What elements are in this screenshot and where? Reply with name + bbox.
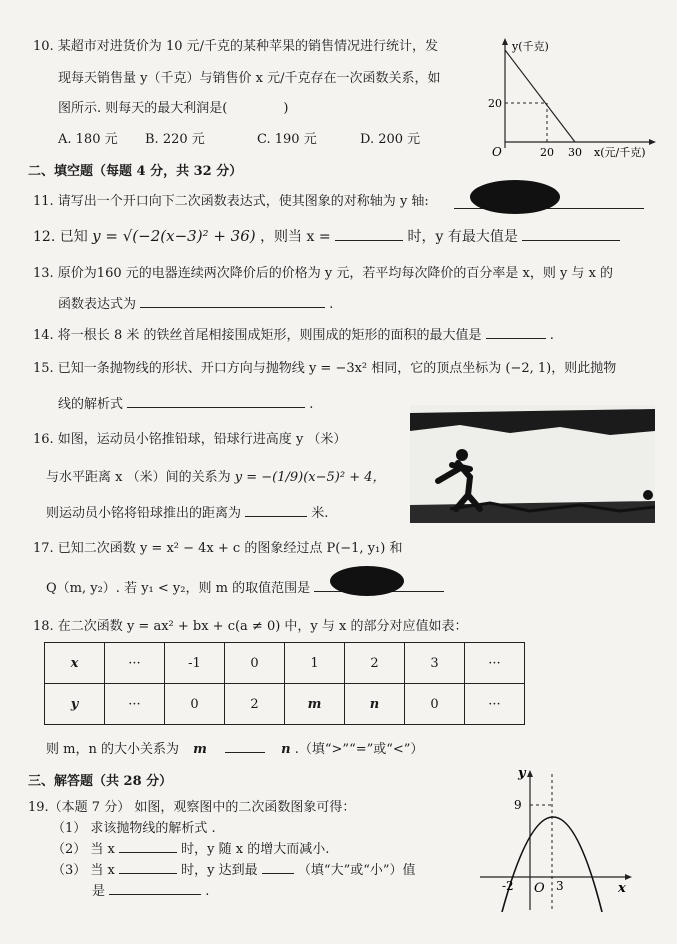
q13-line2 — [58, 293, 333, 312]
table-cell: -1 — [165, 643, 225, 684]
q18-n: n — [281, 742, 291, 757]
q10-line2: 现每天销售量 y（千克）与销售价 x 元/千克存在一次函数关系，如 — [58, 71, 441, 86]
q18-title: 18. 在二次函数 y = ax² + bx + c(a ≠ 0) 中，y 与 x 的部分对应值如表： — [33, 619, 468, 634]
q18-after — [46, 738, 423, 757]
q18-after-text: 则 m，n 的大小关系为 — [46, 742, 179, 757]
q19-step3-d: 是 — [92, 884, 106, 899]
q16-line1: 16. 如图，运动员小铭推铅球，铅球行进高度 y （米） — [33, 432, 347, 447]
q19-blank-3a[interactable] — [119, 873, 177, 874]
table-cell: x — [45, 643, 105, 684]
q19-parabola-graph — [480, 762, 640, 912]
q18-after-end: .（填“>”“=”或“<”） — [294, 742, 424, 757]
q10-graph-xtick-20: 20 — [540, 146, 554, 159]
q10-graph-xtick-30: 30 — [568, 146, 582, 159]
q19-graph-ylabel: y — [518, 766, 526, 781]
table-cell: ··· — [465, 643, 525, 684]
table-row — [45, 684, 525, 725]
table-cell: 3 — [405, 643, 465, 684]
q16-blank[interactable] — [245, 516, 307, 517]
q12-blank-max[interactable] — [522, 240, 620, 241]
table-cell: 0 — [405, 684, 465, 725]
q19-step3 — [52, 859, 416, 878]
q16-line3 — [46, 502, 328, 521]
q10-linear-graph — [480, 30, 660, 160]
q15-line1: 15. 已知一条抛物线的形状、开口方向与抛物线 y = −3x² 相同，它的顶点坐标为 (−2, 1)，则此抛物 — [33, 361, 617, 376]
q10-graph-ylabel: y(千克) — [512, 40, 549, 53]
q11-text: 11. 请写出一个开口向下二次函数表达式，使其图象的对称轴为 y 轴: — [33, 194, 429, 209]
q13-line1: 13. 原价为160 元的电器连续两次降价后的价格为 y 元，若平均每次降价的百分率是 x，则 y 与 x 的 — [33, 266, 614, 281]
q13-end: . — [329, 297, 334, 312]
table-row — [45, 643, 525, 684]
q15-end: . — [309, 397, 314, 412]
table-cell: 2 — [225, 684, 285, 725]
table-cell: 0 — [225, 643, 285, 684]
q10-line3-end: ) — [283, 101, 289, 116]
q14-text: 14. 将一根长 8 米 的铁丝首尾相接围成矩形，则围成的矩形的面积的最大值是 — [33, 328, 482, 343]
q19-step3-b: 时，y 达到最 — [181, 863, 258, 878]
q19-graph-xlabel: x — [618, 881, 626, 896]
q12-text-b: ，则当 x = — [260, 229, 331, 245]
q15-blank[interactable] — [127, 407, 305, 408]
q17-line2-text: Q（m, y₂）. 若 y₁ < y₂，则 m 的取值范围是 — [46, 581, 311, 596]
q14-end: . — [549, 328, 554, 343]
q14-line — [33, 324, 554, 343]
q18-value-table — [44, 642, 525, 725]
q17-scribble — [330, 566, 404, 596]
q12-blank-x[interactable] — [335, 240, 403, 241]
section3-title: 三、解答题（共 28 分） — [28, 774, 173, 789]
q19-graph-neg: -2 — [502, 879, 514, 893]
q16-line2-text: 与水平距离 x （米）间的关系为 — [46, 470, 231, 485]
section2-title: 二、填空题（每题 4 分，共 32 分） — [28, 164, 243, 179]
q16-formula: y = −(1/9)(x−5)² + 4， — [234, 470, 386, 485]
q16-line3-text: 则运动员小铭将铅球推出的距离为 — [46, 506, 242, 521]
q14-blank[interactable] — [486, 338, 546, 339]
q10-line3 — [58, 97, 288, 116]
table-cell: 1 — [285, 643, 345, 684]
q19-title: 19.（本题 7 分） 如图，观察图中的二次函数图象可得： — [28, 800, 356, 815]
q10-line1: 10. 某超市对进货价为 10 元/千克的某种苹果的销售情况进行统计，发 — [33, 39, 438, 54]
q19-blank-2[interactable] — [119, 852, 177, 853]
q16-line2 — [46, 466, 386, 485]
q12-formula: y = √(−2(x−3)² + 36) — [92, 227, 256, 245]
q16-unit: 米. — [311, 506, 329, 521]
q10-option-a: A. 180 元 — [58, 132, 118, 147]
q12-line — [33, 226, 620, 246]
q10-graph-origin: O — [492, 145, 502, 159]
q10-graph-xlabel: x(元/千克) — [594, 146, 646, 159]
q15-line2-text: 线的解析式 — [58, 397, 124, 412]
q19-step2-a: （2） 当 x — [52, 842, 115, 857]
q19-step3-a: （3） 当 x — [52, 863, 115, 878]
table-cell: ··· — [465, 684, 525, 725]
q19-step2-b: 时，y 随 x 的增大而减小. — [181, 842, 330, 857]
q18-m: m — [193, 742, 207, 757]
q19-step3-line2: 是 . — [92, 884, 210, 899]
q12-text-a: 12. 已知 — [33, 229, 88, 245]
q19-graph-origin: O — [534, 881, 545, 896]
q10-option-b: B. 220 元 — [145, 132, 205, 147]
q19-blank-3b[interactable] — [262, 873, 294, 874]
table-cell: 2 — [345, 643, 405, 684]
q10-graph-ytick: 20 — [488, 97, 502, 110]
q19-graph-vertex: 9 — [514, 798, 522, 812]
q17-line1: 17. 已知二次函数 y = x² − 4x + c 的图象经过点 P(−1, y₁) 和 — [33, 541, 403, 556]
q19-graph-pos: 3 — [556, 879, 564, 893]
table-cell: n — [345, 684, 405, 725]
q13-blank[interactable] — [140, 307, 325, 308]
table-cell: y — [45, 684, 105, 725]
q15-line2 — [58, 393, 313, 412]
q19-blank-3c[interactable] — [109, 894, 201, 895]
table-cell: m — [285, 684, 345, 725]
shot-put-photo — [410, 405, 655, 523]
q11-scribble — [470, 180, 560, 214]
q19-step2 — [52, 838, 329, 857]
table-cell: ··· — [105, 643, 165, 684]
table-cell: ··· — [105, 684, 165, 725]
q19-step3-c: （填“大”或“小”）值 — [297, 863, 416, 878]
table-cell: 0 — [165, 684, 225, 725]
q18-blank[interactable] — [225, 752, 265, 753]
q12-text-c: 时，y 有最大值是 — [407, 229, 518, 245]
q10-option-c: C. 190 元 — [257, 132, 317, 147]
q10-option-d: D. 200 元 — [360, 132, 421, 147]
q13-line2-text: 函数表达式为 — [58, 297, 137, 312]
q19-step1: （1） 求该抛物线的解析式 . — [52, 821, 216, 836]
q10-line3-text: 图所示. 则每天的最大利润是( — [58, 101, 228, 116]
